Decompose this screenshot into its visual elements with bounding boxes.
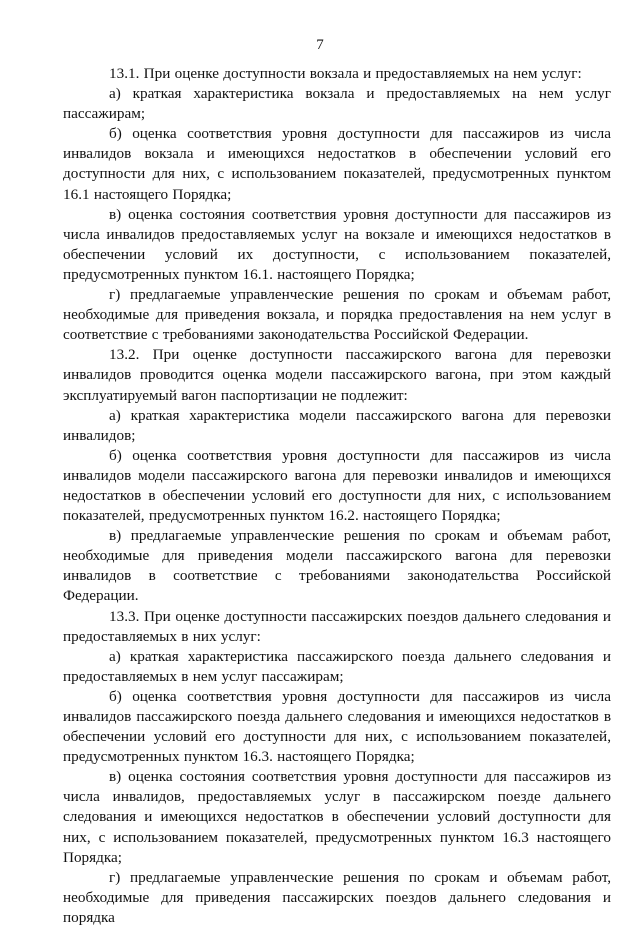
paragraph-13-3-b: б) оценка соответствия уровня доступности для пассажиров из числа инвалидов пассажирского поезда дальнего следования и имеющихся недостатков в обеспечении условий его доступности для них, с использованием показателей, предусмотренных пунктом 16.3. настоящего Порядка; (63, 687, 611, 766)
paragraph-13-1-g: г) предлагаемые управленческие решения по срокам и объемам работ, необходимые для приведения вокзала, и порядка предоставления на нем услуг в соответствие с требованиями законодательства Российской Федерации. (63, 286, 611, 344)
paragraph-13-3-v: в) оценка состояния соответствия уровня доступности для пассажиров из числа инвалидов, предоставляемых услуг в пассажирском поезде дальнего следования и имеющихся недостатков в обеспечении условий доступности для них, с использованием показателей, предусмотренных пунктом 16.3 настоящего Порядка; (63, 768, 611, 866)
paragraph-13-3-g: г) предлагаемые управленческие решения по срокам и объемам работ, необходимые для приведения пассажирских поездов дальнего следования и порядка (63, 868, 611, 926)
paragraph-13-1-heading: 13.1. При оценке доступности вокзала и предоставляемых на нем услуг: (109, 65, 582, 82)
paragraph-13-3-heading: 13.3. При оценке доступности пассажирских поездов дальнего следования и предоставляемых в них услуг: (63, 607, 611, 645)
paragraph-13-2-a: а) краткая характеристика модели пассажирского вагона для перевозки инвалидов; (63, 406, 611, 444)
paragraph-13-3-a: а) краткая характеристика пассажирского поезда дальнего следования и предоставляемых в нем услуг пассажирам; (63, 647, 611, 685)
document-body (63, 64, 611, 928)
paragraph-13-1-a: а) краткая характеристика вокзала и предоставляемых на нем услуг пассажирам; (63, 85, 611, 123)
paragraph-13-2-b: б) оценка соответствия уровня доступности для пассажиров из числа инвалидов модели пассажирского вагона для перевозки инвалидов и имеющихся недостатков в обеспечении условий его доступности для них, с использованием показателей, предусмотренных пунктом 16.2. настоящего Порядка; (63, 446, 611, 525)
paragraph-13-2-v: в) предлагаемые управленческие решения по срокам и объемам работ, необходимые для приведения модели пассажирского вагона для перевозки инвалидов в соответствие с требованиями законодательства Российской Федерации. (63, 527, 611, 605)
page-number: 7 (316, 37, 324, 53)
paragraph-13-1-v: в) оценка состояния соответствия уровня доступности для пассажиров из числа инвалидов предоставляемых услуг на вокзале и имеющихся недостатков в обеспечении условий их доступности, с использованием показателей, предусмотренных пунктом 16.1. настоящего Порядка; (63, 205, 611, 283)
paragraph-13-1-b: б) оценка соответствия уровня доступности для пассажиров из числа инвалидов вокзала и имеющихся недостатков в обеспечении условий его доступности для них, с использованием показателей, предусмотренных пунктом 16.1 настоящего Порядка; (63, 125, 611, 203)
paragraph-13-2-heading: 13.2. При оценке доступности пассажирского вагона для перевозки инвалидов проводится оценка модели пассажирского вагона, при этом каждый эксплуатируемый вагон паспортизации не подлежит: (63, 346, 611, 404)
